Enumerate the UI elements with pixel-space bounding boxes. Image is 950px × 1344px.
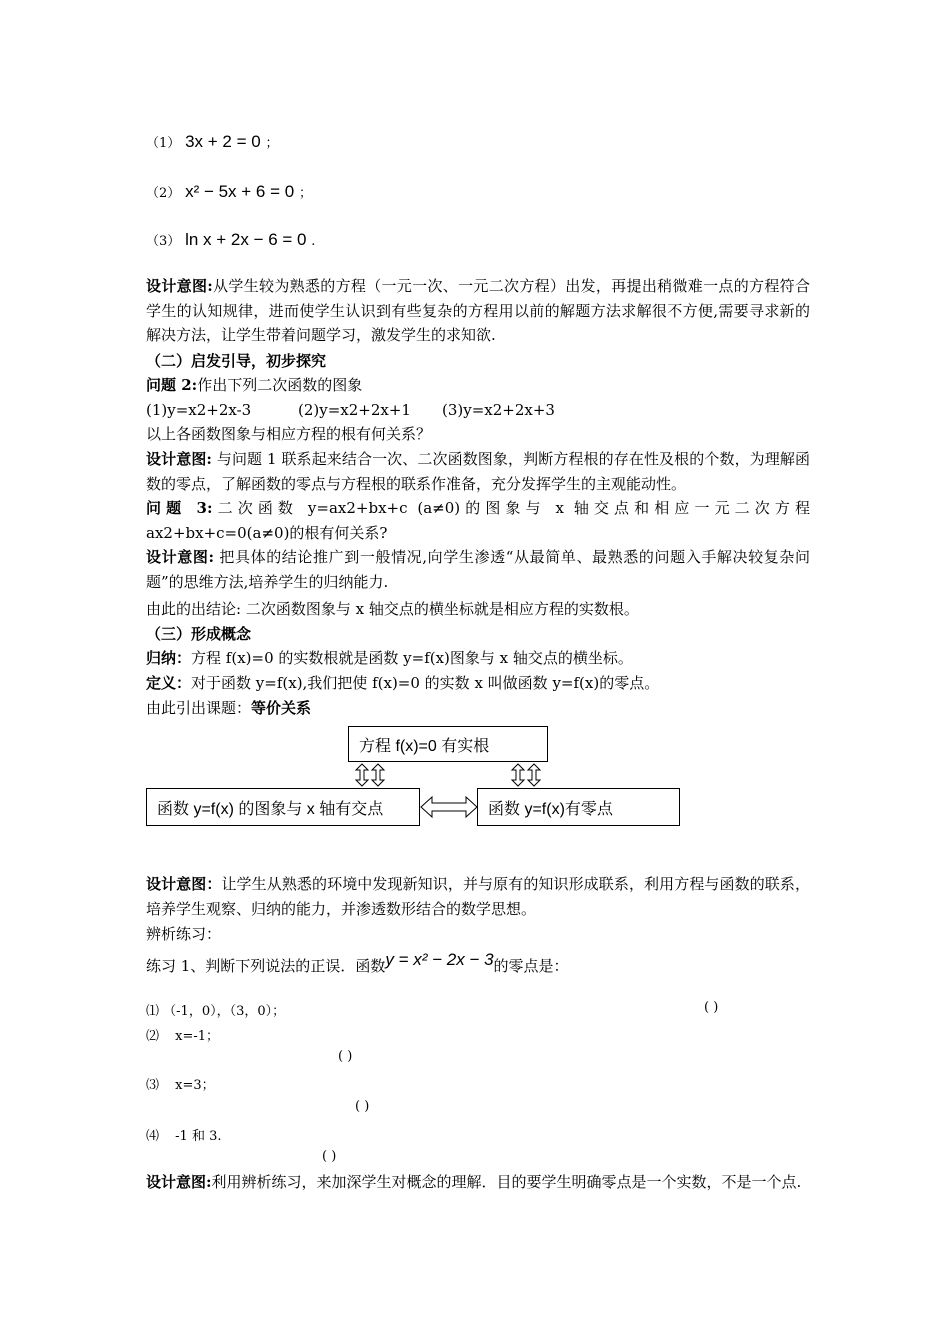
- item-number: ⑷: [146, 1129, 160, 1144]
- exercise-item: [146, 1025, 219, 1044]
- exercise-item: [146, 1074, 215, 1093]
- function-1: (1)y=x2+2x-3: [146, 401, 252, 419]
- design-intent-text: 与问题 1 联系起来结合一次、二次函数图象，判断方程根的存在性及根的个数，为理解函数的零点，了解函数的零点与方程根的联系作准备，充分发挥学生的主观能动性。: [146, 450, 810, 493]
- double-arrow-vertical-icon: [500, 762, 560, 788]
- equation-3: [146, 228, 315, 254]
- definition-text: 对于函数 y=f(x),我们把使 f(x)=0 的实数 x 叫做函数 y=f(x)的零点。: [191, 674, 660, 692]
- question-2: [146, 373, 362, 397]
- design-intent-paragraph: [146, 274, 810, 348]
- answer-blank[interactable]: ( ): [322, 1149, 337, 1164]
- exercise-function: y = x² − 2x − 3: [385, 950, 494, 969]
- equation-expression: x² − 5x + 6 = 0: [185, 182, 295, 201]
- design-intent-text: 利用辨析练习，来加深学生对概念的理解．目的要学生明确零点是一个实数，不是一个点.: [211, 1173, 802, 1191]
- item-number: ⑶: [146, 1078, 160, 1093]
- item-text: -1 和 3.: [175, 1129, 222, 1144]
- function-3: (3)y=x2+2x+3: [442, 401, 555, 419]
- item-number: ⑴: [146, 1004, 160, 1019]
- section-heading: （二）启发引导，初步探究: [146, 352, 327, 370]
- exercise-suffix: 的零点是：: [493, 957, 569, 975]
- item-number: ⑵: [146, 1029, 160, 1044]
- diagram-box-label: 函数 y=f(x)有零点: [488, 800, 613, 818]
- exercise-prefix: 练习 1、判断下列说法的正误．函数: [146, 957, 386, 975]
- equation-tail: .: [311, 234, 316, 249]
- equation-tail: ；: [265, 136, 279, 151]
- equation-tail: ；: [299, 186, 313, 201]
- design-intent-paragraph: [146, 872, 810, 921]
- diagram-box-graph-intersect: [146, 788, 420, 826]
- double-arrow-vertical-icon: [340, 762, 400, 788]
- topic-title: 等价关系: [251, 699, 312, 717]
- induction-line: [146, 646, 633, 670]
- design-intent-label: 设计意图：: [146, 875, 222, 893]
- equation-expression: ln x + 2x − 6 = 0: [185, 230, 307, 249]
- design-intent-label: 设计意图:: [146, 548, 214, 566]
- exercise-item: [146, 1125, 222, 1144]
- equation-1: [146, 130, 278, 156]
- answer-blank[interactable]: ( ): [338, 1049, 353, 1064]
- diagram-box-function-zero: [477, 788, 680, 826]
- design-intent-label: 设计意图:: [146, 277, 213, 295]
- design-intent-label: 设计意图:: [146, 1173, 212, 1191]
- design-intent-paragraph: [146, 545, 810, 594]
- design-intent-paragraph: [146, 447, 810, 496]
- definition-line: [146, 671, 659, 695]
- question-2-followup: 以上各函数图象与相应方程的根有何关系？: [146, 425, 432, 443]
- question-label: 问题 2:: [146, 376, 198, 394]
- question-text: 作出下列二次函数的图象: [197, 376, 363, 394]
- practice-heading: 辨析练习：: [146, 925, 222, 943]
- question-label: 问题 3:: [146, 499, 213, 517]
- diagram-box-label: 方程 f(x)=0 有实根: [359, 737, 490, 755]
- induction-text: 方程 f(x)=0 的实数根就是函数 y=f(x)图象与 x 轴交点的横坐标。: [191, 649, 633, 667]
- question-text: 二次函数 y=ax2+bx+c (a≠0)的图象与 x 轴交点和相应一元二次方程 ax2+bx+c=0(a≠0)的根有何关系?: [146, 499, 810, 542]
- answer-blank[interactable]: ( ): [355, 1099, 370, 1114]
- induction-label: 归纳：: [146, 649, 192, 667]
- equation-number: （3）: [146, 234, 181, 249]
- function-2: (2)y=x2+2x+1: [298, 401, 411, 419]
- equation-number: （1）: [146, 136, 181, 151]
- diagram-box-label: 函数 y=f(x) 的图象与 x 轴有交点: [157, 800, 384, 818]
- conclusion-text: 由此的出结论: 二次函数图象与 x 轴交点的横坐标就是相应方程的实数根。: [146, 600, 639, 618]
- equation-expression: 3x + 2 = 0: [185, 132, 261, 151]
- item-text: x=3；: [175, 1078, 215, 1093]
- item-text: （-1，0），（3，0）；: [163, 1004, 286, 1019]
- definition-label: 定义：: [146, 674, 192, 692]
- question-3: [146, 496, 810, 545]
- design-intent-label: 设计意图:: [146, 450, 212, 468]
- design-intent-text: 把具体的结论推广到一般情况,向学生渗透“从最简单、最熟悉的问题入手解决较复杂问题”的思维方法,培养学生的归纳能力.: [146, 548, 810, 591]
- item-text: x=-1；: [175, 1029, 220, 1044]
- equation-2: [146, 180, 312, 206]
- exercise-1: [146, 950, 569, 978]
- topic-line: [146, 696, 311, 720]
- design-intent-text: 让学生从熟悉的环境中发现新知识，并与原有的知识形成联系，利用方程与函数的联系，培养学生观察、归纳的能力，并渗透数形结合的数学思想。: [146, 875, 810, 918]
- section-heading: （三）形成概念: [146, 625, 252, 643]
- double-arrow-horizontal-icon: [420, 794, 478, 820]
- exercise-item: [146, 1000, 285, 1019]
- answer-blank[interactable]: ( ): [704, 1000, 719, 1015]
- equation-number: （2）: [146, 186, 181, 201]
- diagram-box-equation-roots: [348, 726, 548, 762]
- topic-prefix: 由此引出课题：: [146, 699, 252, 717]
- design-intent-text: 从学生较为熟悉的方程（一元一次、一元二次方程）出发，再提出稍微难一点的方程符合学生的认知规律，进而使学生认识到有些复杂的方程用以前的解题方法求解很不方便,需要寻求新的解决方法，让学生带着问题学习，激发学生的求知欲.: [146, 277, 810, 344]
- design-intent-paragraph: [146, 1170, 810, 1195]
